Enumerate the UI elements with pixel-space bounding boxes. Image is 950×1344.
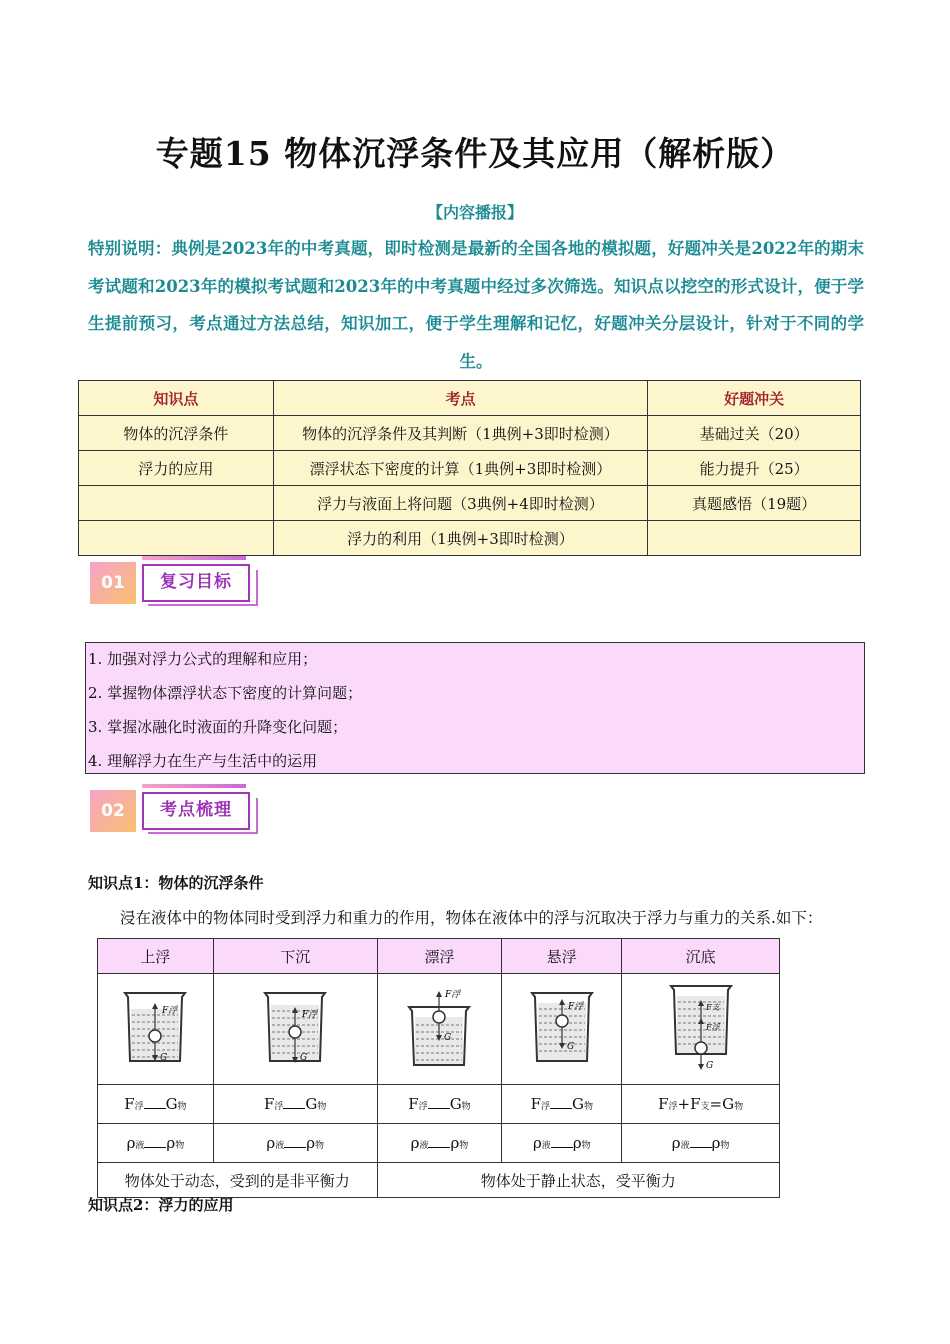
notice-text: 特别说明：典例是2023年的中考真题，即时检测是最新的全国各地的模拟题，好题冲关是2022年的期末考试题和2023年的模拟考试题和2023年的中考真题中经过多次筛选。知识点以挖空的形式设计，便于学生提前预习，考点通过方法总结，知识加工，便于学生理解和记忆，好题冲关分层设计，针对于不同的学生。 [88, 239, 864, 371]
svg-text:G: G [705, 1061, 713, 1071]
svg-text:F浮: F浮 [445, 990, 461, 1000]
svg-text:F浮: F浮 [567, 1002, 584, 1012]
density-relation-cell: ρ液 ρ物 [622, 1124, 780, 1163]
state-header: 悬浮 [502, 939, 622, 974]
goal-item: 4. 理解浮力在生产与生活中的运用 [88, 752, 318, 770]
force-relation-cell: F浮+F支=G物 [622, 1085, 780, 1124]
force-relation-cell: F浮 G物 [98, 1085, 214, 1124]
goal-item: 2. 掌握物体漂浮状态下密度的计算问题； [88, 684, 363, 702]
overview-header: 考点 [273, 381, 647, 416]
force-relation-cell: F浮 G物 [213, 1085, 377, 1124]
knowledge-point-1-intro: 浸在液体中的物体同时受到浮力和重力的作用，物体在液体中的浮与沉取决于浮力与重力的关系.如下： [120, 909, 823, 927]
table-cell [79, 486, 274, 521]
table-cell [648, 521, 861, 556]
table-cell: 基础过关（20） [648, 416, 861, 451]
density-relation-cell: ρ液 ρ物 [98, 1124, 214, 1163]
overview-table [78, 380, 861, 556]
overview-header: 知识点 [79, 381, 274, 416]
beaker-suspended-diagram [502, 974, 622, 1085]
section-badge-review-goals [90, 560, 265, 612]
knowledge-point-1-title: 知识点1：物体的沉浮条件 [88, 874, 264, 892]
table-row [79, 451, 861, 486]
beaker-rising-diagram [98, 974, 214, 1085]
state-header: 上浮 [98, 939, 214, 974]
beaker-bottom-diagram [622, 974, 780, 1085]
table-cell: 浮力的应用 [79, 451, 274, 486]
beaker-diagram [527, 987, 597, 1067]
density-relation-cell: ρ液 ρ物 [502, 1124, 622, 1163]
svg-text:G: G [300, 1053, 308, 1063]
section-badge-key-points [90, 788, 265, 840]
density-relation-row [98, 1124, 780, 1163]
force-relation-row [98, 1085, 780, 1124]
table-row [79, 486, 861, 521]
badge-decoration [142, 784, 246, 788]
notice-heading: 【内容播报】 [426, 203, 523, 222]
density-relation-cell: ρ液 ρ物 [213, 1124, 377, 1163]
section-number: 01 [90, 562, 136, 604]
state-header-row [98, 939, 780, 974]
section-label: 考点梳理 [160, 800, 232, 820]
state-header: 沉底 [622, 939, 780, 974]
svg-text:F支: F支 [705, 1003, 720, 1012]
force-relation-cell: F浮 G物 [502, 1085, 622, 1124]
table-cell: 浮力与液面上将问题（3典例+4即时检测） [273, 486, 647, 521]
page-title: 专题15 物体沉浮条件及其应用（解析版） [155, 134, 795, 173]
float-sink-table [97, 938, 780, 1198]
balance-note-row [98, 1163, 780, 1198]
table-cell: 物体的沉浮条件 [79, 416, 274, 451]
svg-text:G: G [160, 1053, 168, 1063]
table-row [79, 521, 861, 556]
goal-item: 1. 加强对浮力公式的理解和应用； [88, 650, 318, 668]
static-note: 物体处于静止状态，受平衡力 [377, 1163, 779, 1198]
knowledge-point-2-title: 知识点2：浮力的应用 [88, 1196, 234, 1214]
overview-header-row [79, 381, 861, 416]
beaker-diagram-row [98, 974, 780, 1085]
table-cell: 真题感悟（19题） [648, 486, 861, 521]
section-label: 复习目标 [160, 572, 232, 592]
goals-box [85, 642, 865, 774]
table-cell: 能力提升（25） [648, 451, 861, 486]
table-cell: 浮力的利用（1典例+3即时检测） [273, 521, 647, 556]
svg-text:F浮: F浮 [705, 1023, 720, 1032]
table-cell: 物体的沉浮条件及其判断（1典例+3即时检测） [273, 416, 647, 451]
table-row [79, 416, 861, 451]
svg-text:F浮: F浮 [302, 1010, 318, 1020]
table-cell [79, 521, 274, 556]
svg-text:G: G [566, 1042, 575, 1052]
dynamic-note: 物体处于动态，受到的是非平衡力 [98, 1163, 378, 1198]
state-header: 下沉 [213, 939, 377, 974]
beaker-sinking-diagram [213, 974, 377, 1085]
table-cell: 漂浮状态下密度的计算（1典例+3即时检测） [273, 451, 647, 486]
beaker-floating-diagram [377, 974, 502, 1085]
goal-item: 3. 掌握冰融化时液面的升降变化问题； [88, 718, 348, 736]
state-header: 漂浮 [377, 939, 502, 974]
svg-text:G: G [444, 1033, 452, 1043]
force-relation-cell: F浮 G物 [377, 1085, 502, 1124]
beaker-diagram [260, 987, 330, 1067]
beaker-diagram [120, 987, 190, 1067]
beaker-diagram [404, 987, 474, 1067]
svg-text:F浮: F浮 [162, 1006, 178, 1016]
density-relation-cell: ρ液 ρ物 [377, 1124, 502, 1163]
overview-header: 好题冲关 [648, 381, 861, 416]
beaker-diagram [666, 982, 736, 1072]
section-number: 02 [90, 790, 136, 832]
badge-decoration [142, 556, 246, 560]
